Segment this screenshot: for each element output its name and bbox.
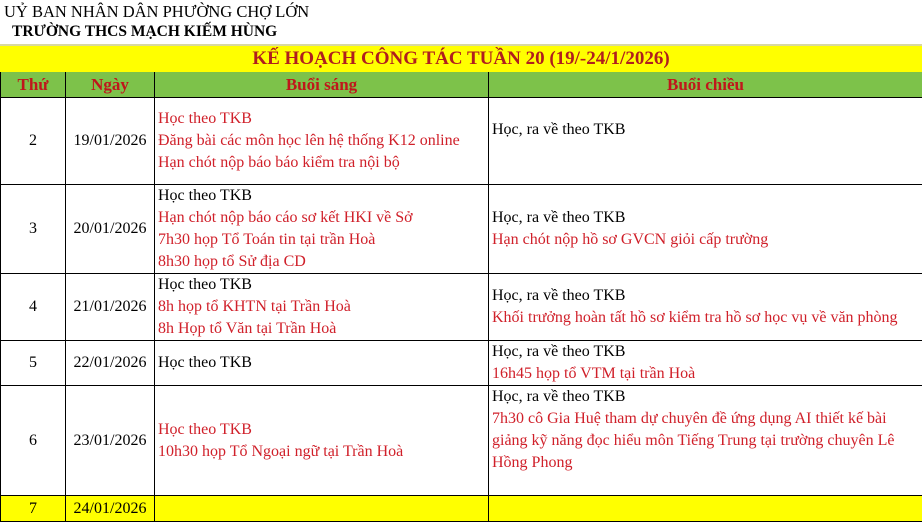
schedule-item: Học, ra về theo TKB	[492, 207, 919, 229]
weekly-schedule-table	[0, 72, 922, 522]
afternoon-cell	[489, 496, 922, 522]
schedule-item: Học, ra về theo TKB	[492, 119, 919, 141]
table-row	[1, 98, 922, 185]
col-header-day: Thứ	[1, 72, 66, 98]
schedule-item: Hạn chót nộp báo báo kiểm tra nội bộ	[158, 152, 485, 174]
date-cell: 23/01/2026	[66, 386, 155, 496]
table-header-row	[1, 72, 922, 98]
schedule-item: Học theo TKB	[158, 108, 485, 130]
table-row	[1, 185, 922, 274]
table-row	[1, 496, 922, 522]
table-row	[1, 386, 922, 496]
morning-cell	[155, 386, 489, 496]
afternoon-cell	[489, 98, 922, 185]
schedule-item: Học, ra về theo TKB	[492, 285, 919, 307]
school-name: TRƯỜNG THCS MẠCH KIẾM HÙNG	[12, 23, 277, 41]
table-row	[1, 274, 922, 341]
morning-cell	[155, 185, 489, 274]
plan-title: KẾ HOẠCH CÔNG TÁC TUẦN 20 (19/-24/1/2026)	[0, 44, 922, 72]
day-cell: 4	[1, 274, 66, 341]
afternoon-cell	[489, 341, 922, 386]
schedule-item: Học, ra về theo TKB	[492, 341, 919, 363]
authority-name: UỶ BAN NHÂN DÂN PHƯỜNG CHỢ LỚN	[4, 2, 309, 22]
schedule-item: Đăng bài các môn học lên hệ thống K12 online	[158, 130, 485, 152]
schedule-item: 16h45 họp tổ VTM tại trần Hoà	[492, 363, 919, 385]
schedule-item: 8h Họp tổ Văn tại Trần Hoà	[158, 318, 485, 340]
schedule-item: Hạn chót nộp báo cáo sơ kết HKI về Sở	[158, 207, 485, 229]
schedule-item: 7h30 cô Gia Huệ tham dự chuyên đề ứng dụng AI thiết kế bài giảng kỹ năng đọc hiểu môn Tiếng Trung tại trường chuyên Lê Hồng Phong	[492, 408, 919, 474]
schedule-item: 10h30 họp Tổ Ngoại ngữ tại Trần Hoà	[158, 441, 485, 463]
afternoon-cell	[489, 185, 922, 274]
morning-cell	[155, 496, 489, 522]
schedule-item: Học, ra về theo TKB	[492, 386, 919, 408]
schedule-item: Học theo TKB	[158, 274, 485, 296]
col-header-date: Ngày	[66, 72, 155, 98]
morning-cell	[155, 98, 489, 185]
schedule-item: Hạn chót nộp hồ sơ GVCN giỏi cấp trường	[492, 229, 919, 251]
date-cell: 24/01/2026	[66, 496, 155, 522]
morning-cell	[155, 341, 489, 386]
schedule-item: Học theo TKB	[158, 419, 485, 441]
day-cell: 5	[1, 341, 66, 386]
schedule-item: Học theo TKB	[158, 185, 485, 207]
schedule-item: Khối trưởng hoàn tất hồ sơ kiểm tra hồ sơ học vụ về văn phòng	[492, 307, 919, 329]
morning-cell	[155, 274, 489, 341]
schedule-item: Học theo TKB	[158, 352, 485, 374]
date-cell: 19/01/2026	[66, 98, 155, 185]
date-cell: 21/01/2026	[66, 274, 155, 341]
day-cell: 2	[1, 98, 66, 185]
date-cell: 20/01/2026	[66, 185, 155, 274]
table-row	[1, 341, 922, 386]
afternoon-cell	[489, 386, 922, 496]
schedule-item: 7h30 họp Tổ Toán tin tại trần Hoà	[158, 229, 485, 251]
day-cell: 3	[1, 185, 66, 274]
schedule-item: 8h họp tổ KHTN tại Trần Hoà	[158, 296, 485, 318]
afternoon-cell	[489, 274, 922, 341]
col-header-morning: Buổi sáng	[155, 72, 489, 98]
day-cell: 6	[1, 386, 66, 496]
date-cell: 22/01/2026	[66, 341, 155, 386]
schedule-item: 8h30 họp tổ Sử địa CD	[158, 251, 485, 273]
day-cell: 7	[1, 496, 66, 522]
col-header-afternoon: Buổi chiều	[489, 72, 922, 98]
